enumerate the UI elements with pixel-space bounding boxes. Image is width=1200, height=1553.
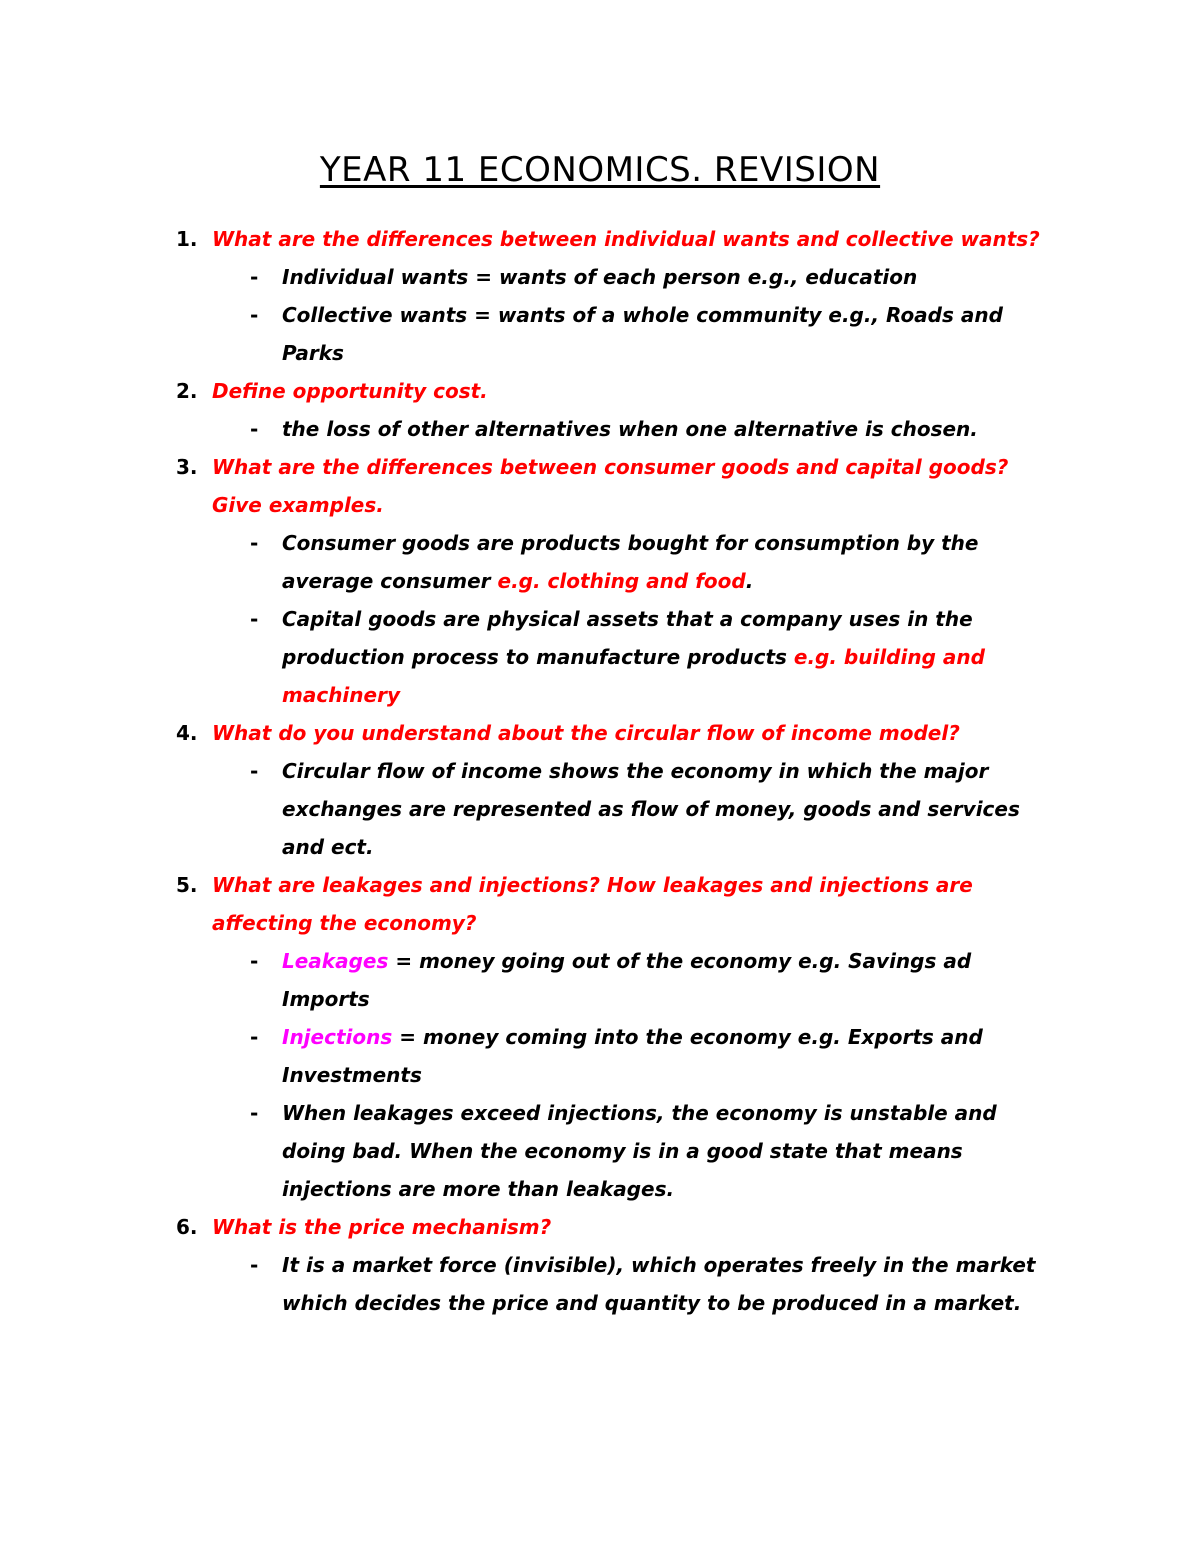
dash-bullet: - [250,303,259,327]
answer-text: When leakages exceed injections, the economy is unstable and doing bad. When the economy is in a good state that means injections are more than leakages. [282,1101,997,1201]
answer-item [176,258,1056,296]
answer-list [176,752,1056,866]
question [176,220,1056,258]
question-number: 4. [176,721,198,745]
answer-text: = money coming into the economy e.g. Exports and Investments [282,1025,983,1087]
question-text: Define opportunity cost. [212,379,488,403]
answer-item [176,524,1056,600]
question-text: What is the price mechanism? [212,1215,552,1239]
page-title: YEAR 11 ECONOMICS. REVISION [319,150,881,190]
question-number: 3. [176,455,198,479]
answer-text: It is a market force (invisible), which operates freely in the market which decides the price and quantity to be produced in a market. [282,1253,1036,1315]
dash-bullet: - [250,531,259,555]
question-number: 2. [176,379,198,403]
question-block [176,1208,1056,1322]
answer-list [176,942,1056,1208]
answer-list [176,524,1056,714]
dash-bullet: - [250,265,259,289]
answer-item [176,600,1056,714]
question [176,448,1056,524]
example-text: e.g. clothing and food [497,569,746,593]
answer-item [176,1018,1056,1094]
question-block [176,220,1056,372]
question-list [176,220,1056,1322]
answer-item [176,296,1056,372]
dash-bullet: - [250,607,259,631]
term-injections: Injections [282,1025,393,1049]
question [176,714,1056,752]
answer-item [176,1094,1056,1208]
answer-text: Circular flow of income shows the economy in which the major exchanges are represented as flow of money, goods and services and ect. [282,759,1020,859]
question-block [176,866,1056,1208]
question-block [176,714,1056,866]
question [176,866,1056,942]
question-block [176,372,1056,448]
question-number: 5. [176,873,198,897]
question-block [176,448,1056,714]
question-number: 6. [176,1215,198,1239]
dash-bullet: - [250,1101,259,1125]
answer-text: Consumer goods are products bought for consumption by the average consumer [282,531,979,593]
question-text: What are the differences between individual wants and collective wants? [212,227,1040,251]
answer-text: Collective wants = wants of a whole community e.g., Roads and Parks [282,303,1003,365]
answer-text: Individual wants = wants of each person e.g., education [282,265,918,289]
dash-bullet: - [250,949,259,973]
question-text: What do you understand about the circular flow of income model? [212,721,960,745]
answer-text-end: . [745,569,754,593]
answer-list [176,1246,1056,1322]
question-text: What are leakages and injections? How leakages and injections are affecting the economy? [212,873,973,935]
answer-text: the loss of other alternatives when one alternative is chosen. [282,417,978,441]
answer-item [176,1246,1056,1322]
dash-bullet: - [250,1025,259,1049]
answer-item [176,752,1056,866]
answer-item [176,410,1056,448]
question-text: What are the differences between consumer goods and capital goods? Give examples. [212,455,1009,517]
dash-bullet: - [250,759,259,783]
question [176,1208,1056,1246]
example-text: e.g. building and machinery [282,645,985,707]
answer-text: Capital goods are physical assets that a company uses in the production process to manufacture products [282,607,973,669]
answer-item [176,942,1056,1018]
answer-list [176,258,1056,372]
term-leakages: Leakages [282,949,389,973]
dash-bullet: - [250,1253,259,1277]
answer-text: = money going out of the economy e.g. Savings ad Imports [282,949,972,1011]
answer-list [176,410,1056,448]
question [176,372,1056,410]
dash-bullet: - [250,417,259,441]
question-number: 1. [176,227,198,251]
